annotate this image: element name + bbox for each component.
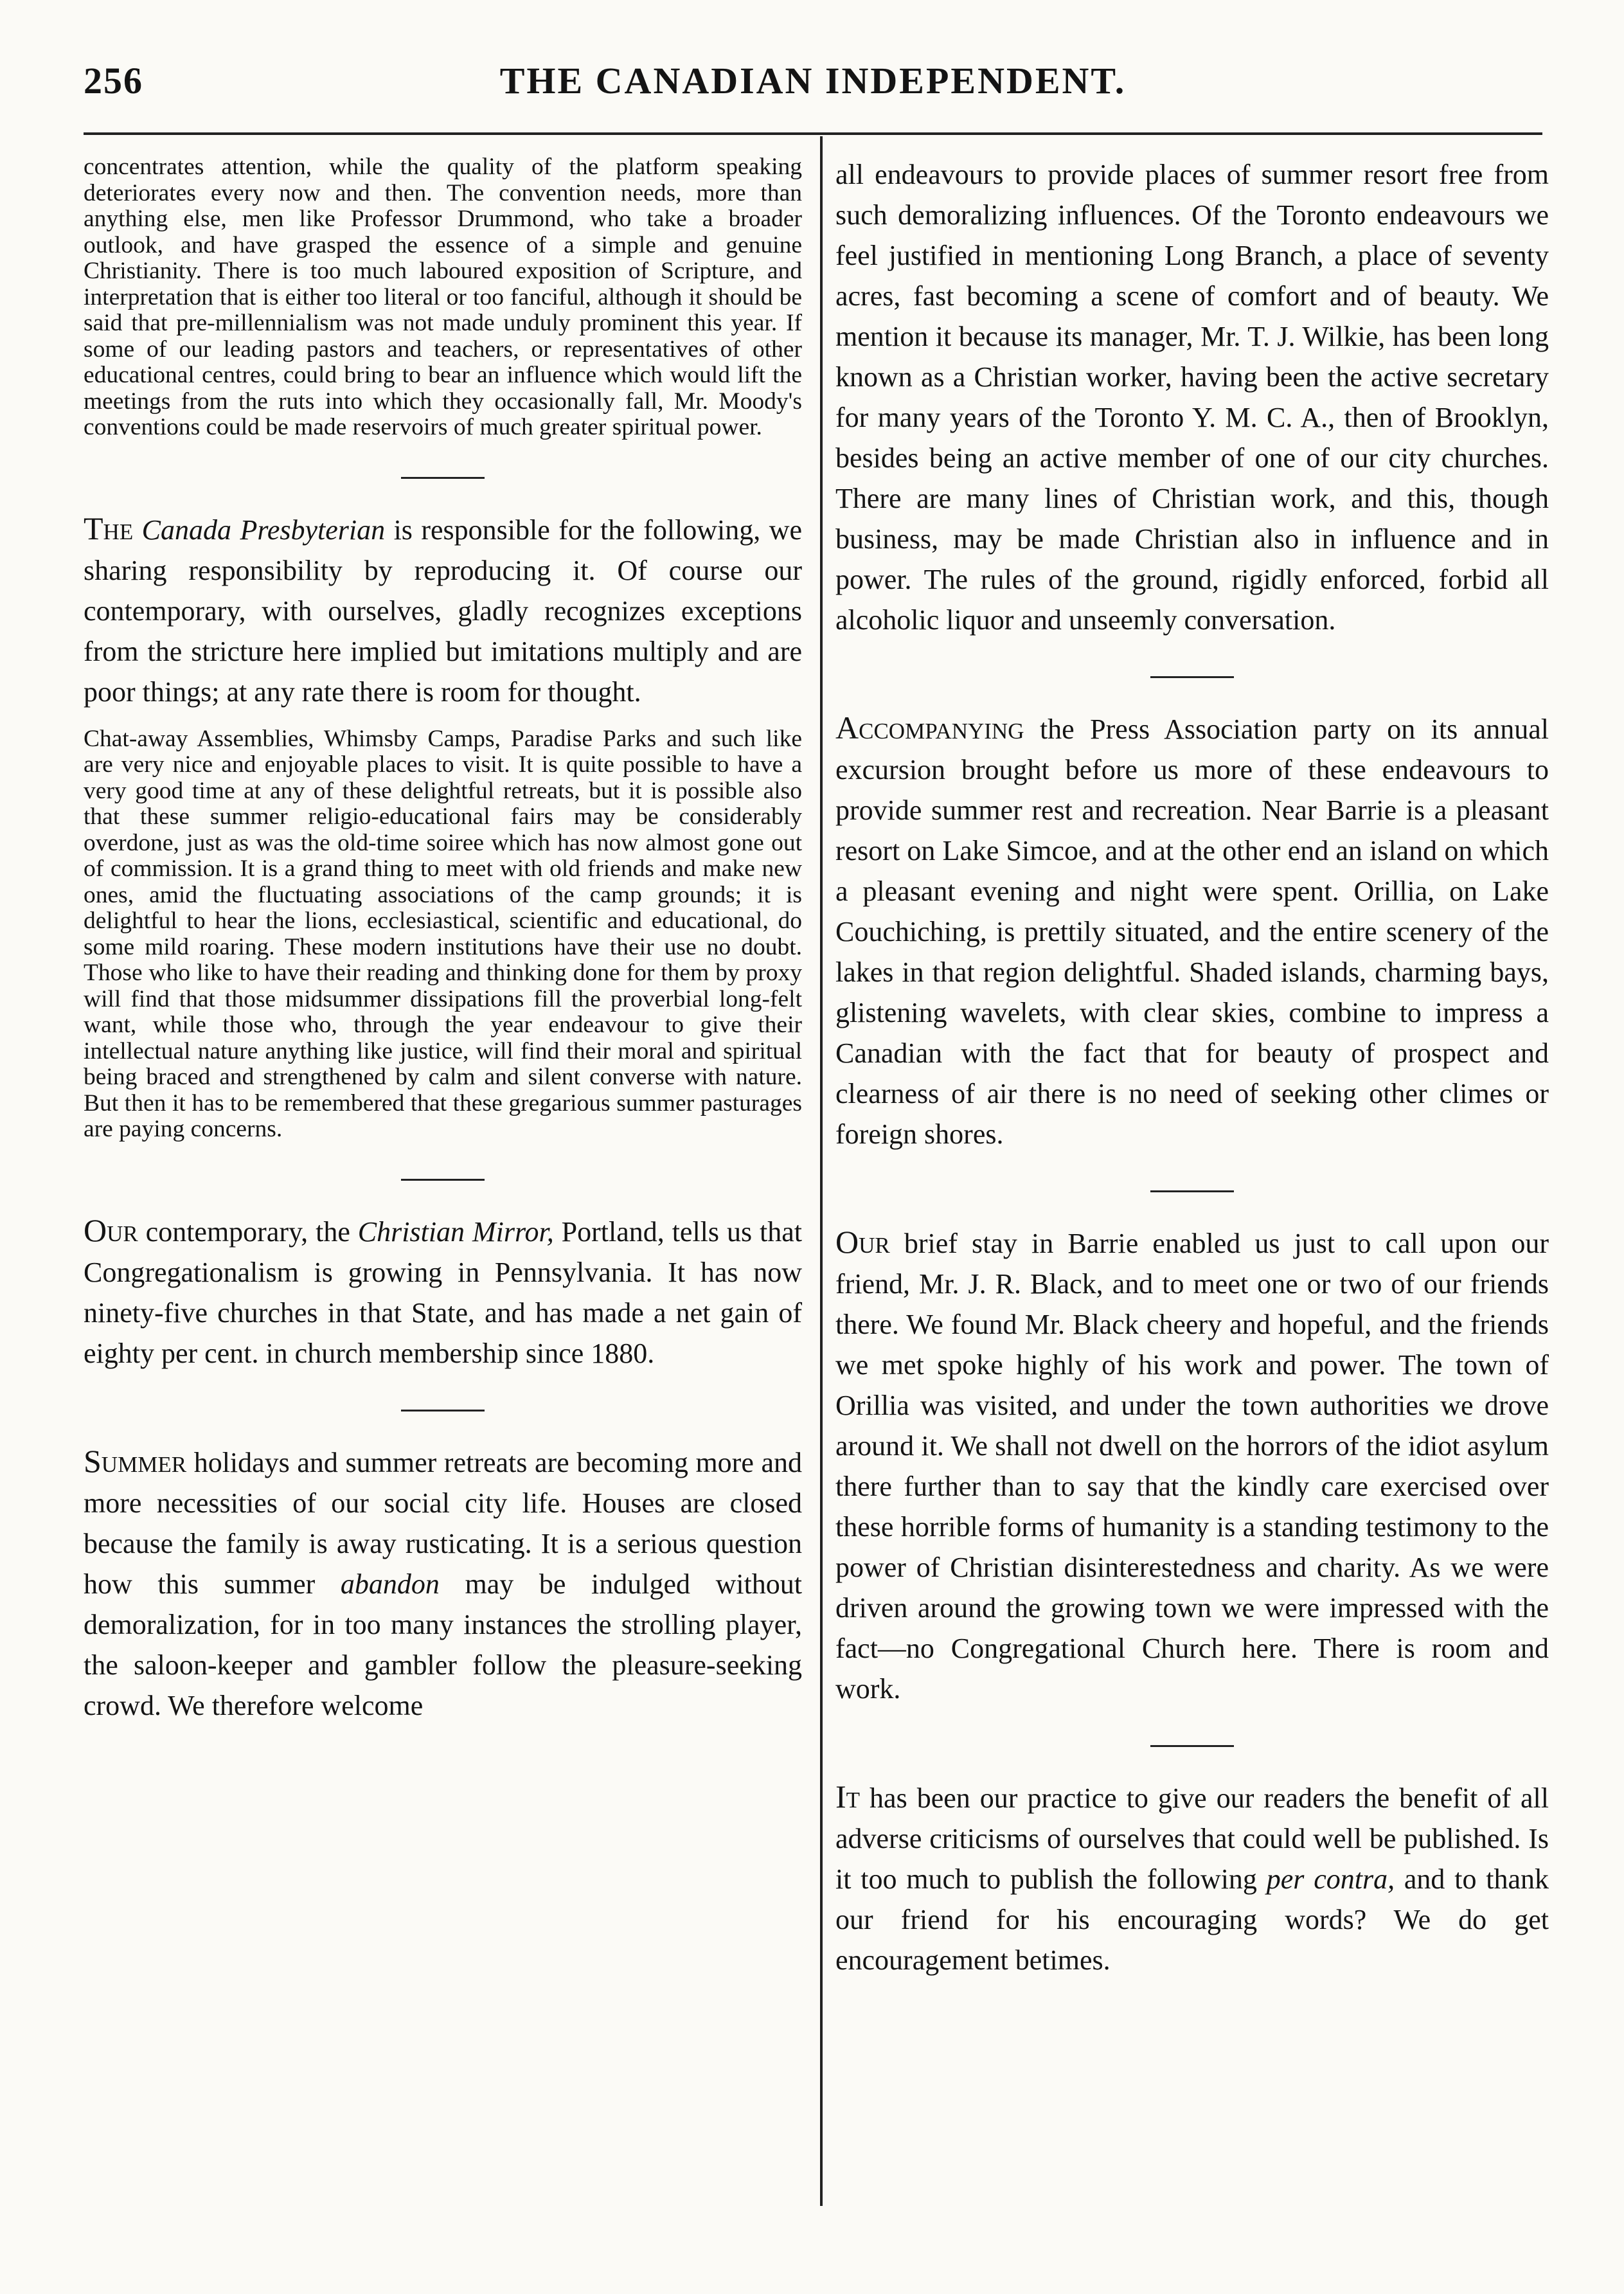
column-divider [820,136,823,2206]
paragraph-text: contemporary, the [145,1215,350,1248]
section-separator [401,1179,485,1181]
paragraph-quotation: Chat-away Assemblies, Whimsby Camps, Paradise Parks and such like are very nice and enjoyable places to visit. It is quite possible to have a very good time at any of these delightful retreats, but it is possible also that these summer religio-educational fairs may be considerably overdone, just as was the old-time soiree which has now almost gone out of commission. It is a grand thing to meet with old friends and make new ones, amid the fluctuating associations of the camp grounds; it is delightful to hear the lions, ecclesiastical, scientific and educational, do some mild roaring. These modern institutions have their use no doubt. Those who like to have their reading and thinking done for them by proxy will find that those midsummer dissipations fill the proverbial long-felt want, while those who, through the year endeavour to give their intellectual nature anything like justice, will find their moral and spiritual being braced and strengthened by calm and silent converse with nature. But then it has to be remembered that these gregarious summer pasturages are paying concerns. [84,725,802,1142]
paragraph-text: holidays and summer retreats are becoming more and more necessities of our social city life. Houses are closed because the family is away rusticating. It is a serious question how this summer [84,1446,802,1600]
running-title: THE CANADIAN INDEPENDENT. [499,60,1127,102]
page-number: 256 [84,60,143,102]
italic-title: Canada Presbyterian [141,514,386,546]
right-column [835,154,1549,1980]
section-separator [1150,676,1234,678]
lead-word: The [84,510,134,546]
section-separator [401,1410,485,1411]
paragraph-text: may be indulged without demoralization, for in too many instances the strolling player, the saloon-keeper and gambler follow the pleasure-seeking crowd. We therefore welcome [84,1568,803,1721]
header-rule [84,132,1542,135]
paragraph-text: and to thank our friend for his encouraging words? We do get encouragement betimes. [835,1863,1549,1976]
paragraph-text: has been our practice to give our readers the benefit of all adverse criticisms of ourselves that could well be published. Is it too much to publish the following [835,1782,1549,1895]
paragraph-summer-resort: all endeavours to provide places of summer resort free from such demoralizing influences. Of the Toronto endeavours we feel justified in mentioning Long Branch, a place of seventy acres, fast becoming a scene of comfort and of beauty. We mention it because its manager, Mr. T. J. Wilkie, has been long known as a Christian worker, having been the active secretary for many years of the Toronto Y. M. C. A., then of Brooklyn, besides being an active member of one of our city churches. There are many lines of Christian work, and this, though business, may be made Christian also in influence and in power. The rules of the ground, rigidly enforced, forbid all alcoholic liquor and unseemly conversation. [835,159,1549,636]
lead-word: Our [835,1224,890,1260]
paragraph-barrie [835,1222,1549,1709]
paragraph-press-association [835,708,1549,1154]
section-separator [1150,1745,1234,1747]
paragraph-summer-holidays [84,1441,802,1726]
paragraph-christian-mirror [84,1210,802,1374]
paragraph-text: the Press Association party on its annual excursion brought before us more of these endeavours to provide summer rest and recreation. Near Barrie is a pleasant resort on Lake Simcoe, and at the other end an island on which a pleasant evening and night were spent. Orillia, on Lake Couchiching, is prettily situated, and the entire scenery of the lakes in that region delightful. Shaded islands, charming bays, glistening wavelets, with clear skies, combine to impress a Canadian with the fact that for beauty of prospect and clearness of air there is no need of seeking other climes or foreign shores. [835,713,1549,1150]
section-separator [1150,1190,1234,1192]
italic-phrase: per contra, [1266,1863,1395,1895]
paragraph-text: is responsible for the following, we sharing responsibility by reproducing it. Of course our contemporary, with ourselves, gladly recognizes exceptions from the stricture here implied but imitations multiply and are poor things; at any rate there is room for thought. [84,514,803,708]
lead-word: Accompanying [835,710,1024,746]
lead-word: Our [84,1212,138,1248]
left-column [84,154,802,1726]
paragraph-criticisms [835,1777,1549,1980]
paragraph-text: brief stay in Barrie enabled us just to call upon our friend, Mr. J. R. Black, and to meet one or two of our friends there. We found Mr. Black cheery and hopeful, and the friends we met spoke highly of his work and power. The town of Orillia was visited, and under the town authorities we drove around it. We shall not dwell on the horrors of the idiot asylum there further than to say that the kindly care exercised over these horrible forms of humanity is a standing testimony to the power of Christian disinterestedness and charity. As we were driven around the growing town we were impressed with the fact—no Congregational Church here. There is room and work. [835,1228,1549,1705]
page-header [84,59,1542,111]
paragraph-text: Portland, tells us that Congregationalism is growing in Pennsylvania. It has now ninety-five churches in that State, and has made a net gain of eighty per cent. in church membership since 1880. [84,1215,802,1369]
paragraph-convention: concentrates attention, while the quality of the platform speaking deteriorates every now and then. The convention needs, more than anything else, men like Professor Drummond, who take a broader outlook, and have grasped the essence of a simple and genuine Christianity. There is too much laboured exposition of Scripture, and interpretation that is either too literal or too fanciful, although it should be said that pre-millennialism was not made unduly prominent this year. If some of our leading pastors and teachers, or representatives of other educational centres, could bring to bear an influence which would lift the meetings from the ruts into which they occasionally fall, Mr. Moody's conventions could be made reservoirs of much greater spiritual power. [84,154,802,440]
section-separator [401,477,485,479]
italic-word: abandon [340,1568,440,1600]
paragraph-canada-presbyterian [84,508,802,712]
lead-word: Summer [84,1442,187,1479]
italic-title: Christian Mirror, [357,1215,554,1248]
lead-word: It [835,1779,861,1815]
